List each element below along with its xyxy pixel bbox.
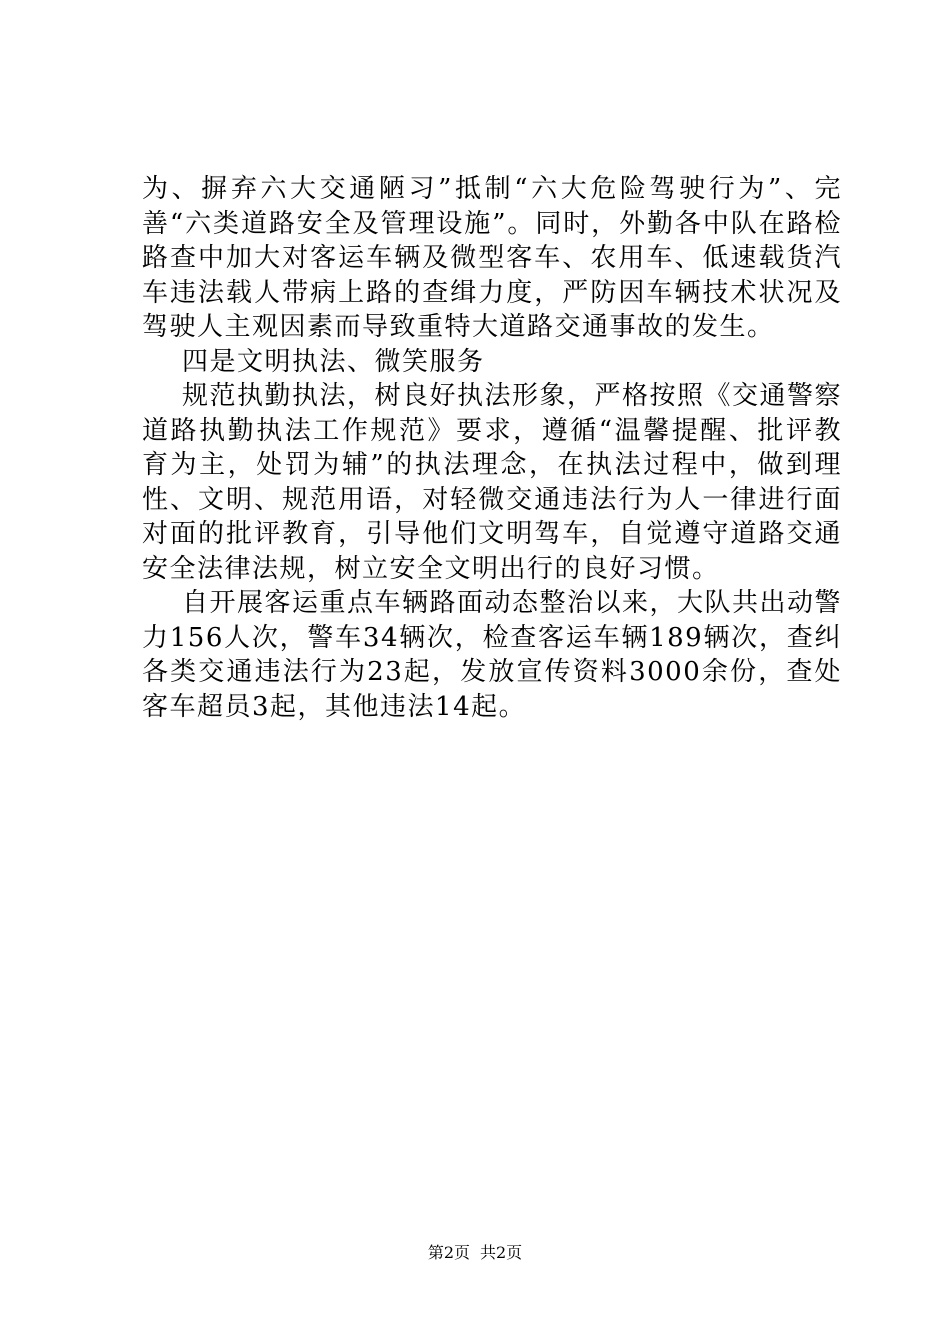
paragraph-statistics: 自开展客运重点车辆路面动态整治以来，大队共出动警力156人次，警车34辆次，检查客运车辆189辆次，查纠各类交通违法行为23起，发放宣传资料3000余份，查处客车超员3起，其他违法14起。 — [142, 588, 843, 722]
paragraph-law-enforcement: 规范执勤执法，树良好执法形象，严格按照《交通警察道路执勤执法工作规范》要求，遵循“温馨提醒、批评教育为主，处罚为辅”的执法理念，在执法过程中，做到理性、文明、规范用语，对轻微交通违法行为人一律进行面对面的批评教育，引导他们文明驾车，自觉遵守道路交通安全法律法规，树立安全文明出行的良好习惯。 — [142, 381, 843, 584]
page-footer — [0, 1242, 950, 1264]
document-body — [142, 172, 842, 724]
paragraph-continuation: 为、摒弃六大交通陋习”抵制“六大危险驾驶行为”、完善“六类道路安全及管理设施”。同时，外勤各中队在路检路查中加大对客运车辆及微型客车、农用车、低速载货汽车违法载人带病上路的查缉力度，严防因车辆技术状况及驾驶人主观因素而导致重特大道路交通事故的发生。 — [142, 174, 842, 342]
page-total: 共2页 — [480, 1243, 523, 1262]
section-heading: 四是文明执法、微笑服务 — [182, 346, 485, 377]
page-number: 第2页 — [427, 1243, 470, 1262]
